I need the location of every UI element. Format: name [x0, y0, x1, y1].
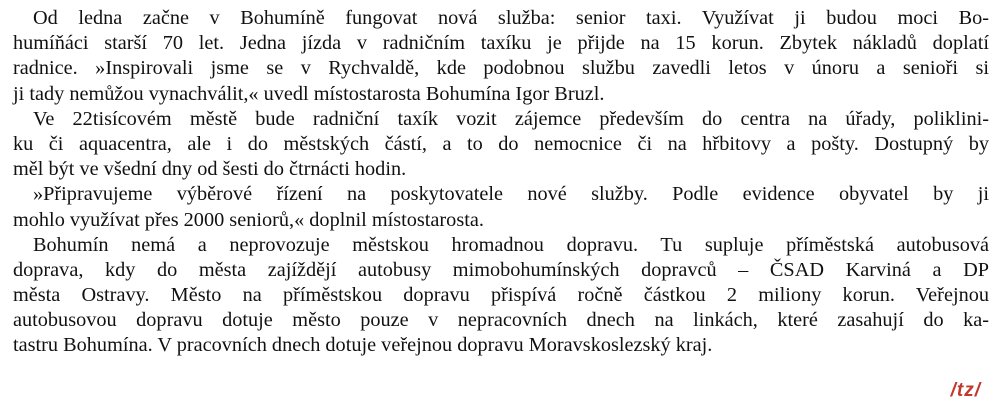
text-line: ku či aquacentra, ale i do městských částí, a to do nemocnice či na hřbitovy a pošty. Dostupný by	[13, 132, 989, 155]
text-line: tastru Bohumína. V pracovních dnech dotuje veřejnou dopravu Moravskoslezský kraj.	[13, 334, 713, 357]
signature-initials: tz	[956, 380, 975, 401]
signature-close-slash: /	[974, 380, 981, 401]
signature-open-slash: /	[950, 380, 957, 401]
author-signature	[951, 380, 981, 402]
text-line: Od ledna začne v Bohumíně fungovat nová služba: senior taxi. Využívat ji budou moci Bo-	[33, 7, 989, 29]
article-body	[13, 6, 989, 359]
text-line: ji tady nemůžou vynachválit,« uvedl místostarosta Bohumína Igor Bruzl.	[13, 82, 605, 105]
text-line: doprava, kdy do města zajíždějí autobusy mimobohumínských dopravců – ČSAD Karviná a DP	[13, 258, 989, 281]
text-line: měl být ve všední dny od šesti do čtrnácti hodin.	[13, 158, 407, 181]
text-line: města Ostravy. Město na příměstskou dopravu přispívá ročně částkou 2 miliony korun. Veřejnou	[13, 284, 989, 307]
paragraph-3	[13, 182, 989, 232]
paragraph-4	[13, 233, 989, 359]
text-line: mohlo využívat přes 2000 seniorů,« doplnil místostarosta.	[13, 208, 484, 231]
text-line: Bohumín nemá a neprovozuje městskou hromadnou dopravu. Tu supluje příměstská autobusová	[33, 233, 989, 256]
paragraph-2	[13, 107, 989, 183]
text-line: Ve 22tisícovém městě bude radniční taxík vozit zájemce především do centra na úřady, poliklini-	[33, 107, 989, 130]
text-line: autobusovou dopravu dotuje město pouze v nepracovních dnech na linkách, které zasahují do ka-	[13, 309, 989, 332]
text-line: »Připravujeme výběrové řízení na poskytovatele nové služby. Podle evidence obyvatel by ji	[33, 183, 989, 206]
text-line: humíňáci starší 70 let. Jedna jízda v radničním taxíku je přijde na 15 korun. Zbytek nákladů doplatí	[13, 32, 989, 55]
text-line: radnice. »Inspirovali jsme se v Rychvaldě, kde podobnou službu zavedli letos v únoru a senioři si	[13, 57, 989, 80]
paragraph-1	[13, 6, 989, 107]
